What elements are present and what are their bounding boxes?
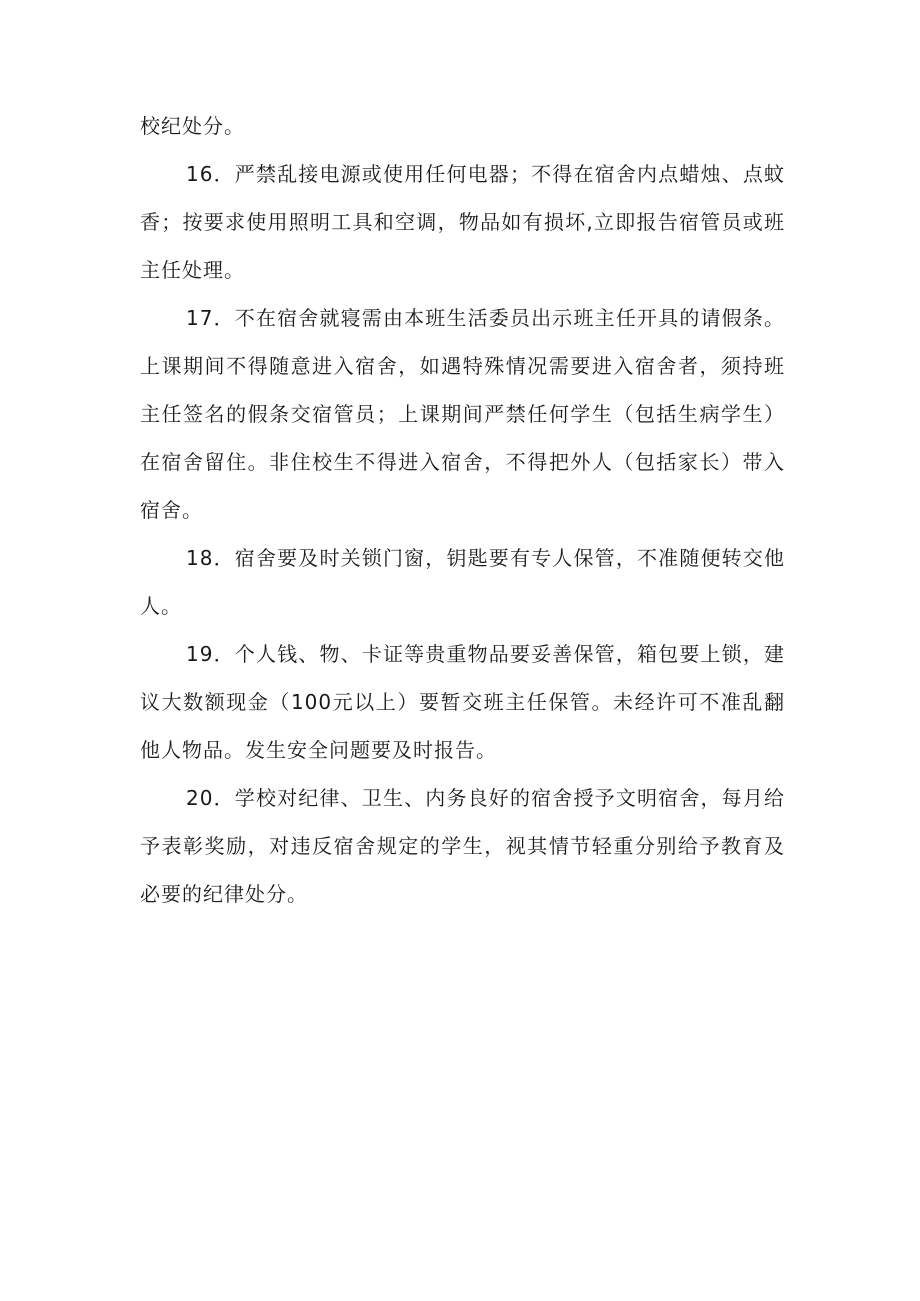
paragraph-rule-18: 18．宿舍要及时关锁门窗，钥匙要有专人保管，不准随便转交他人。 (140, 546, 785, 618)
paragraph-rule-16: 16．严禁乱接电源或使用任何电器；不得在宿舍内点蜡烛、点蚊香；按要求使用照明工具和空调，物品如有损坏,立即报告宿管员或班主任处理。 (140, 162, 785, 282)
paragraph-rule-17: 17．不在宿舍就寝需由本班生活委员出示班主任开具的请假条。上课期间不得随意进入宿舍，如遇特殊情况需要进入宿舍者，须持班主任签名的假条交宿管员；上课期间严禁任何学生（包括生病学生）在宿舍留住。非住校生不得进入宿舍，不得把外人（包括家长）带入宿舍。 (140, 306, 785, 522)
paragraph-rule-20: 20．学校对纪律、卫生、内务良好的宿舍授予文明宿舍，每月给予表彰奖励，对违反宿舍规定的学生，视其情节轻重分别给予教育及必要的纪律处分。 (140, 786, 785, 906)
paragraph-continuation: 校纪处分。 (140, 114, 245, 138)
document-body (140, 102, 785, 918)
paragraph-rule-19: 19．个人钱、物、卡证等贵重物品要妥善保管，箱包要上锁，建议大数额现金（100元以上）要暂交班主任保管。未经许可不准乱翻他人物品。发生安全问题要及时报告。 (140, 642, 785, 762)
